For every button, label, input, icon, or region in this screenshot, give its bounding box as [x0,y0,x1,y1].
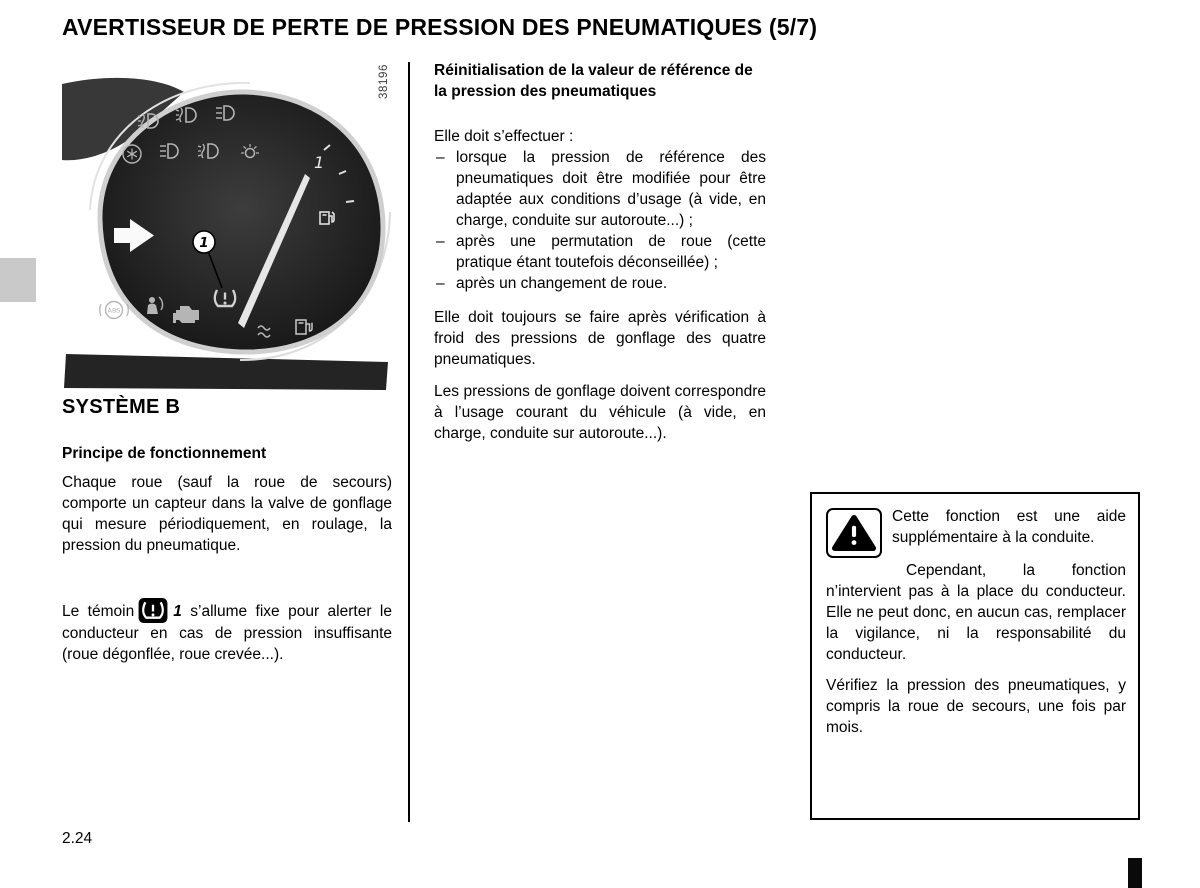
instrument-cluster-photo [62,62,392,390]
reset-heading: Réinitialisation de la valeur de référence de la pression des pneumatiques [434,62,753,100]
left-column [62,62,392,822]
list-item [434,147,766,231]
temoin-ref: 1 [173,603,182,620]
dash-marker: – [436,149,445,166]
section-tab-marker [0,258,36,302]
instrument-cluster-figure [62,62,392,390]
column-divider [408,62,410,822]
svg-text:ABS: ABS [107,306,121,315]
list-item [434,231,766,273]
warning-box [810,492,1140,820]
reset-paragraph-1: Elle doit toujours se faire après vérification à froid des pressions de gonflage des quatre pneumatiques. [434,309,766,368]
reset-conditions-list [434,147,766,294]
principle-paragraph: Chaque roue (sauf la roue de secours) comporte un capteur dans la valve de gonflage qui mesure périodiquement, en roulage, la pression du pneumatique. [62,474,392,554]
page-number: 2.24 [62,830,93,847]
warning-paragraph-1: Cette fonction est une aide supplémentaire à la conduite. [892,508,1126,546]
dashboard-lower-trim [64,354,388,390]
cluster-body [100,92,383,352]
principle-subheading: Principe de fonctionnement [62,445,267,462]
figure-number: 38196 [378,64,390,99]
tpms-warning-icon-inline [138,598,168,623]
abs-icon [100,302,129,319]
list-item-text: après un changement de roue. [456,275,668,292]
temoin-text-after: s’allume fixe pour alerter le conducteur en cas de pression insuffisante (roue dégonflée, roue crevée...). [62,603,392,663]
temoin-text-before: Le témoin [62,603,135,620]
system-b-heading: SYSTÈME B [62,396,181,418]
warning-paragraph-3: Vérifiez la pression des pneumatiques, y compris la roue de secours, une fois par mois. [826,677,1126,736]
warning-triangle-icon [826,508,882,558]
callout-1-label: 1 [199,235,209,251]
warning-paragraph-2: Cependant, la fonction n’intervient pas à la place du conducteur. Elle ne peut donc, en aucun cas, remplacer la vigilance, ni la responsabilité du conducteur. [826,562,1126,663]
list-item-text: après une permutation de roue (cette pratique étant toutefois déconseillée) ; [456,233,766,271]
reset-intro: Elle doit s’effectuer : [434,128,574,145]
middle-column [434,60,766,444]
page-title: AVERTISSEUR DE PERTE DE PRESSION DES PNEUMATIQUES (5/7) [62,14,818,40]
list-item [434,273,766,294]
reset-paragraph-2: Les pressions de gonflage doivent correspondre à l’usage courant du véhicule (à vide, en charge, conduite sur autoroute...). [434,383,766,442]
corner-mark [1128,858,1142,888]
list-item-text: lorsque la pression de référence des pneumatiques doit être modifiée pour être adaptée aux conditions d’usage (à vide, en charge, conduite sur autoroute...) ; [456,149,766,229]
dash-marker: – [436,233,445,250]
dash-marker: – [436,275,445,292]
temoin-paragraph [62,598,392,665]
tachometer-digit: 1 [314,153,325,172]
